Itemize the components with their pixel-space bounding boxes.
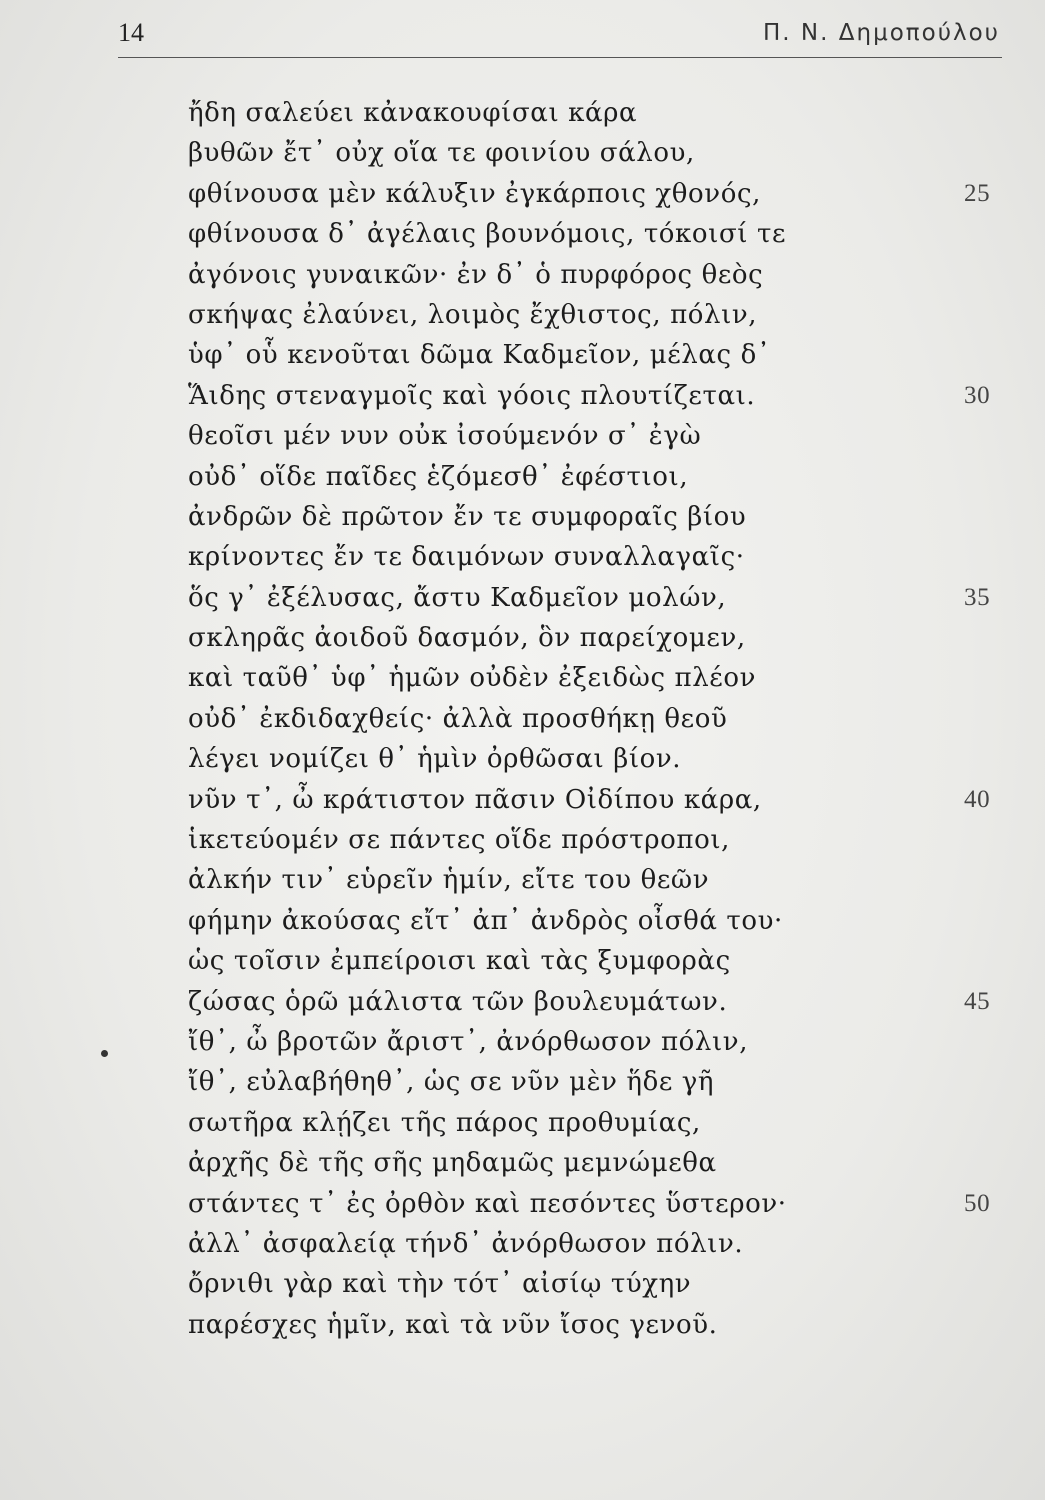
verse-line-text: ἱκετεύομέν σε πάντες οἵδε πρόστροποι, <box>188 825 731 856</box>
verse-line <box>188 860 1008 900</box>
running-head: Π. Ν. Δημοπούλου <box>763 20 1000 46</box>
verse-line-text: Ἅιδης στεναγμοῖς καὶ γόοις πλουτίζεται. <box>188 380 756 411</box>
verse-line <box>188 1264 1008 1304</box>
line-number: 45 <box>964 987 991 1015</box>
verse-line <box>188 658 1008 698</box>
verse-line-text: νῦν τ᾿, ὦ κράτιστον πᾶσιν Οἰδίπου κάρα, <box>188 784 762 815</box>
verse-line <box>188 982 1008 1022</box>
verse-line <box>188 941 1008 981</box>
verse-line <box>188 93 1008 133</box>
verse-line <box>188 739 1008 779</box>
verse-line <box>188 578 1008 618</box>
verse-line <box>188 1103 1008 1143</box>
verse-line-text: ὄρνιθι γὰρ καὶ τὴν τότ᾿ αἰσίῳ τύχην <box>188 1269 692 1300</box>
verse-line-text: ἀρχῆς δὲ τῆς σῆς μηδαμῶς μεμνώμεθα <box>188 1148 717 1179</box>
verse-line-text: ἀλκήν τιν᾿ εὑρεῖν ἡμίν, εἴτε του θεῶν <box>188 865 710 896</box>
verse-line-text: στάντες τ᾿ ἐς ὀρθὸν καὶ πεσόντες ὕστερον· <box>188 1188 787 1219</box>
page-header <box>118 18 1000 58</box>
verse-line <box>188 1305 1008 1345</box>
verse-line <box>188 174 1008 214</box>
verse-line-text: φήμην ἀκούσας εἴτ᾿ ἀπ᾿ ἀνδρὸς οἶσθά του· <box>188 905 783 936</box>
verse-line <box>188 618 1008 658</box>
verse-line <box>188 537 1008 577</box>
verse-line <box>188 1022 1008 1062</box>
verse-line-text: σκληρᾶς ἀοιδοῦ δασμόν, ὃν παρείχομεν, <box>188 623 746 654</box>
verse-line-text: σωτῆρα κλῄζει τῆς πάρος προθυμίας, <box>188 1107 701 1138</box>
verse-line-text: ὡς τοῖσιν ἐμπείροισι καὶ τὰς ξυμφορὰς <box>188 946 731 977</box>
verse-line <box>188 416 1008 456</box>
line-number: 25 <box>964 179 991 207</box>
verse-line-text: κρίνοντες ἔν τε δαιμόνων συναλλαγαῖς· <box>188 542 745 573</box>
verse-line-text: ἀλλ᾿ ἀσφαλείᾳ τήνδ᾿ ἀνόρθωσον πόλιν. <box>188 1228 744 1259</box>
verse-line-text: παρέσχες ἡμῖν, καὶ τὰ νῦν ἴσος γενοῦ. <box>188 1309 718 1340</box>
verse-line <box>188 1184 1008 1224</box>
verse-line <box>188 901 1008 941</box>
verse-line <box>188 820 1008 860</box>
line-number: 30 <box>964 381 991 409</box>
verse-block <box>188 93 1008 1345</box>
verse-line <box>188 699 1008 739</box>
verse-line-text: φθίνουσα μὲν κάλυξιν ἐγκάρποις χθονός, <box>188 178 761 209</box>
verse-line <box>188 376 1008 416</box>
header-rule <box>118 57 1002 58</box>
verse-line-text: οὐδ᾿ ἐκδιδαχθείς· ἀλλὰ προσθήκῃ θεοῦ <box>188 703 728 734</box>
ink-speck <box>101 1050 108 1057</box>
verse-line-text: ἀγόνοις γυναικῶν· ἐν δ᾿ ὁ πυρφόρος θεὸς <box>188 259 764 290</box>
verse-line-text: φθίνουσα δ᾿ ἀγέλαις βουνόμοις, τόκοισί τε <box>188 219 787 250</box>
verse-line <box>188 255 1008 295</box>
verse-line-text: ἤδη σαλεύει κἀνακουφίσαι κάρα <box>188 98 638 128</box>
verse-line <box>188 133 1008 173</box>
verse-line-text: ὑφ᾿ οὗ κενοῦται δῶμα Καδμεῖον, μέλας δ᾿ <box>188 340 771 371</box>
verse-line <box>188 335 1008 375</box>
verse-line <box>188 1224 1008 1264</box>
verse-line-text: ὅς γ᾿ ἐξέλυσας, ἄστυ Καδμεῖον μολών, <box>188 582 727 613</box>
verse-line-text: ἀνδρῶν δὲ πρῶτον ἔν τε συμφοραῖς βίου <box>188 501 747 532</box>
verse-line-text: καὶ ταῦθ᾿ ὑφ᾿ ἡμῶν οὐδὲν ἐξειδὼς πλέον <box>188 663 756 694</box>
verse-line-text: ἴθ᾿, εὐλαβήθηθ᾿, ὡς σε νῦν μὲν ἥδε γῆ <box>188 1067 715 1098</box>
verse-line-text: οὐδ᾿ οἵδε παῖδες ἑζόμεσθ᾿ ἐφέστιοι, <box>188 461 689 492</box>
line-number: 50 <box>964 1189 991 1217</box>
verse-line-text: ζώσας ὁρῶ μάλιστα τῶν βουλευμάτων. <box>188 986 728 1017</box>
verse-line-text: θεοῖσι μέν νυν οὐκ ἰσούμενόν σ᾿ ἐγὼ <box>188 421 702 452</box>
verse-line-text: βυθῶν ἔτ᾿ οὐχ οἵα τε φοινίου σάλου, <box>188 138 695 169</box>
verse-line <box>188 497 1008 537</box>
verse-line-text: σκήψας ἐλαύνει, λοιμὸς ἔχθιστος, πόλιν, <box>188 299 758 330</box>
verse-line <box>188 457 1008 497</box>
page-number: 14 <box>118 18 144 47</box>
verse-line <box>188 1143 1008 1183</box>
verse-line <box>188 1062 1008 1102</box>
line-number: 40 <box>964 785 991 813</box>
verse-line <box>188 780 1008 820</box>
line-number: 35 <box>964 583 991 611</box>
verse-line-text: ἴθ᾿, ὦ βροτῶν ἄριστ᾿, ἀνόρθωσον πόλιν, <box>188 1026 749 1057</box>
verse-line <box>188 214 1008 254</box>
verse-line-text: λέγει νομίζει θ᾿ ἡμὶν ὀρθῶσαι βίον. <box>188 744 682 775</box>
verse-line <box>188 295 1008 335</box>
